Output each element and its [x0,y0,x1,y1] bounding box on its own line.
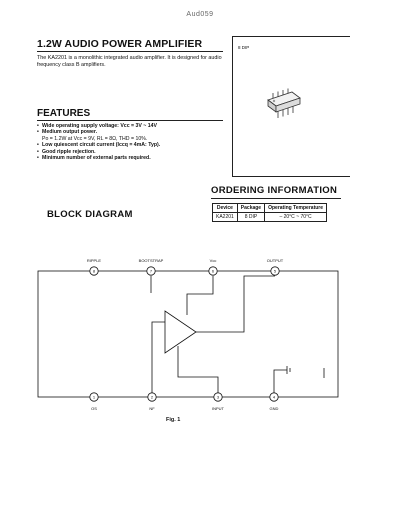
pin-label: OUTPUT [266,258,284,263]
column-header: Package [237,204,264,213]
pin-number: 6 [211,268,215,274]
list-item: • Good ripple rejection. [37,149,232,155]
table-cell: KA2201 [213,213,238,222]
ordering-heading: ORDERING INFORMATION [211,185,338,196]
document-code: Aud059 [186,11,214,18]
figure-caption: Fig. 1 [166,417,181,423]
diagram-frame [38,268,338,397]
pin-label: NF [149,406,155,411]
description-text: The KA2201 is a monolithic integrated audio amplifier. It is designed for audio frequency class B amplifiers. [37,55,222,68]
table-cell: – 20°C ~ 70°C [265,213,327,222]
pin-label: Vcc [209,258,217,263]
list-item: • Minimum number of external parts required. [37,155,232,161]
pin-label: BOOTSTRAP [138,258,164,263]
pin-number: 7 [149,268,153,274]
column-header: Operating Temperature [265,204,327,213]
package-label: 8 DIP [238,45,250,50]
pin-number: 8 [92,268,96,274]
pin-label: OS [91,406,97,411]
features-heading: FEATURES [37,108,91,119]
table-cell: 8 DIP [237,213,264,222]
pin-number: 1 [92,394,96,400]
amplifier-symbol [165,311,196,353]
pin-label: INPUT [212,406,224,411]
block-diagram-heading: BLOCK DIAGRAM [47,209,133,220]
pin-number: 5 [273,268,277,274]
pin-number: 3 [216,394,220,400]
list-item: • Medium output power. [37,129,232,135]
document-title: 1.2W AUDIO POWER AMPLIFIER [37,38,203,50]
list-item: Po = 1.2W at Vcc = 9V, RL = 8Ω, THD = 10%. [42,135,148,142]
list-item: • Low quiescent circuit current (Iccq = 4mA: Typ). [37,142,232,148]
list-item: • Wide operating supply voltage: Vcc = 3V ~ 14V [37,123,232,129]
pin-number: 4 [272,394,276,400]
pin-label: GND [269,406,279,411]
pin-number: 2 [150,394,154,400]
column-header: Device [213,204,238,213]
pin-label: RIPPLE [86,258,102,263]
